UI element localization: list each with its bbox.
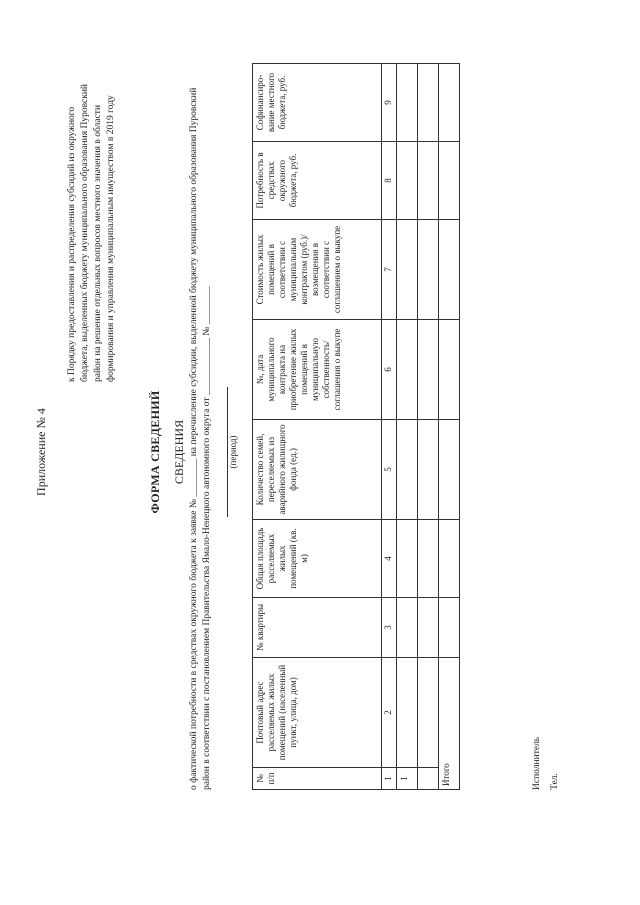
column-number-cell: 5 <box>382 420 397 520</box>
table-cell <box>397 320 418 420</box>
table-header-cell: Почтовый адрес расселяемых жилых помещений (населенный пункт, улица, дом) <box>253 658 382 768</box>
executor-label: Исполнитель <box>532 736 542 790</box>
column-number-cell: 7 <box>382 220 397 320</box>
table-header-row <box>253 64 382 790</box>
table-column-numbers-row <box>382 64 397 790</box>
table-cell <box>418 598 439 658</box>
table-cell <box>397 598 418 658</box>
table-cell <box>439 64 460 142</box>
table-row <box>397 64 418 790</box>
period-field <box>218 22 238 882</box>
table-cell <box>418 658 439 768</box>
table-cell <box>418 220 439 320</box>
appendix-title: Приложение № 4 <box>34 408 48 496</box>
rotated-document-page <box>30 22 610 882</box>
table-cell <box>397 420 418 520</box>
table-cell <box>439 598 460 658</box>
table-header-cell: Стоимость жилых помещений в соответствии с муниципальным контрактом (руб.)/ возмещения в соответствии с соглашением о выкупе <box>253 220 382 320</box>
table-cell <box>397 658 418 768</box>
total-label: Итого <box>439 658 460 790</box>
table-cell <box>439 142 460 220</box>
table-cell: 1 <box>397 768 418 790</box>
phone-label: Тел. <box>550 773 560 790</box>
column-number-cell: 9 <box>382 64 397 142</box>
form-title: ФОРМА СВЕДЕНИЙ <box>148 390 162 514</box>
table-cell <box>397 64 418 142</box>
svedeniya-heading: СВЕДЕНИЯ <box>172 419 186 485</box>
table-cell <box>418 320 439 420</box>
column-number-cell: 6 <box>382 320 397 420</box>
table-cell <box>397 220 418 320</box>
document-subtitle: о фактической потребности в средствах окружного бюджета к заявке № ________ на перечисление субсидии, выделенной бюджету муниципального образования Пуровский район в соответствии с постановлением Правительства Ямало-Ненецкого автономного округа от ____________ № ________ <box>189 87 212 790</box>
table-cell <box>439 520 460 598</box>
table-cell <box>418 520 439 598</box>
table-row <box>418 64 439 790</box>
period-label: (период) <box>228 435 238 469</box>
table-header-cell: № квартиры <box>253 598 382 658</box>
table-header-cell: Софинансиро-вание местного бюджета, руб. <box>253 64 382 142</box>
column-number-cell: 3 <box>382 598 397 658</box>
table-header-cell: Общая площадь расселяемых жилых помещений (кв. м) <box>253 520 382 598</box>
table-header-cell: №, дата муниципального контракта на приобретение жилых помещений в муниципальную собственность/ соглашения о выкупе <box>253 320 382 420</box>
table-total-row <box>439 64 460 790</box>
column-number-cell: 2 <box>382 658 397 768</box>
table-cell <box>397 520 418 598</box>
column-number-cell: 8 <box>382 142 397 220</box>
table-header-cell: № п/п <box>253 768 382 790</box>
table-cell <box>418 64 439 142</box>
column-number-cell: 1 <box>382 768 397 790</box>
table-cell <box>439 320 460 420</box>
signature-block <box>528 737 564 790</box>
table-cell <box>439 220 460 320</box>
appendix-text: к Порядку предоставления и распределения субсидий из окружного бюджета, выделенных бюджету муниципального образования Пуровский район на решение отдельных вопросов местного значения в области формирования и управления муниципальным имуществом в 2019 году <box>67 83 116 382</box>
table-cell <box>418 420 439 520</box>
table-cell <box>439 420 460 520</box>
data-table <box>252 63 460 790</box>
table-cell <box>418 768 439 790</box>
column-number-cell: 4 <box>382 520 397 598</box>
table-cell <box>397 142 418 220</box>
table-cell <box>418 142 439 220</box>
table-header-cell: Потребность в средствах окружного бюджета, руб. <box>253 142 382 220</box>
period-line <box>218 387 228 517</box>
table-header-cell: Количество семей, переселяемых из аварийного жилищного фонда (ед.) <box>253 420 382 520</box>
